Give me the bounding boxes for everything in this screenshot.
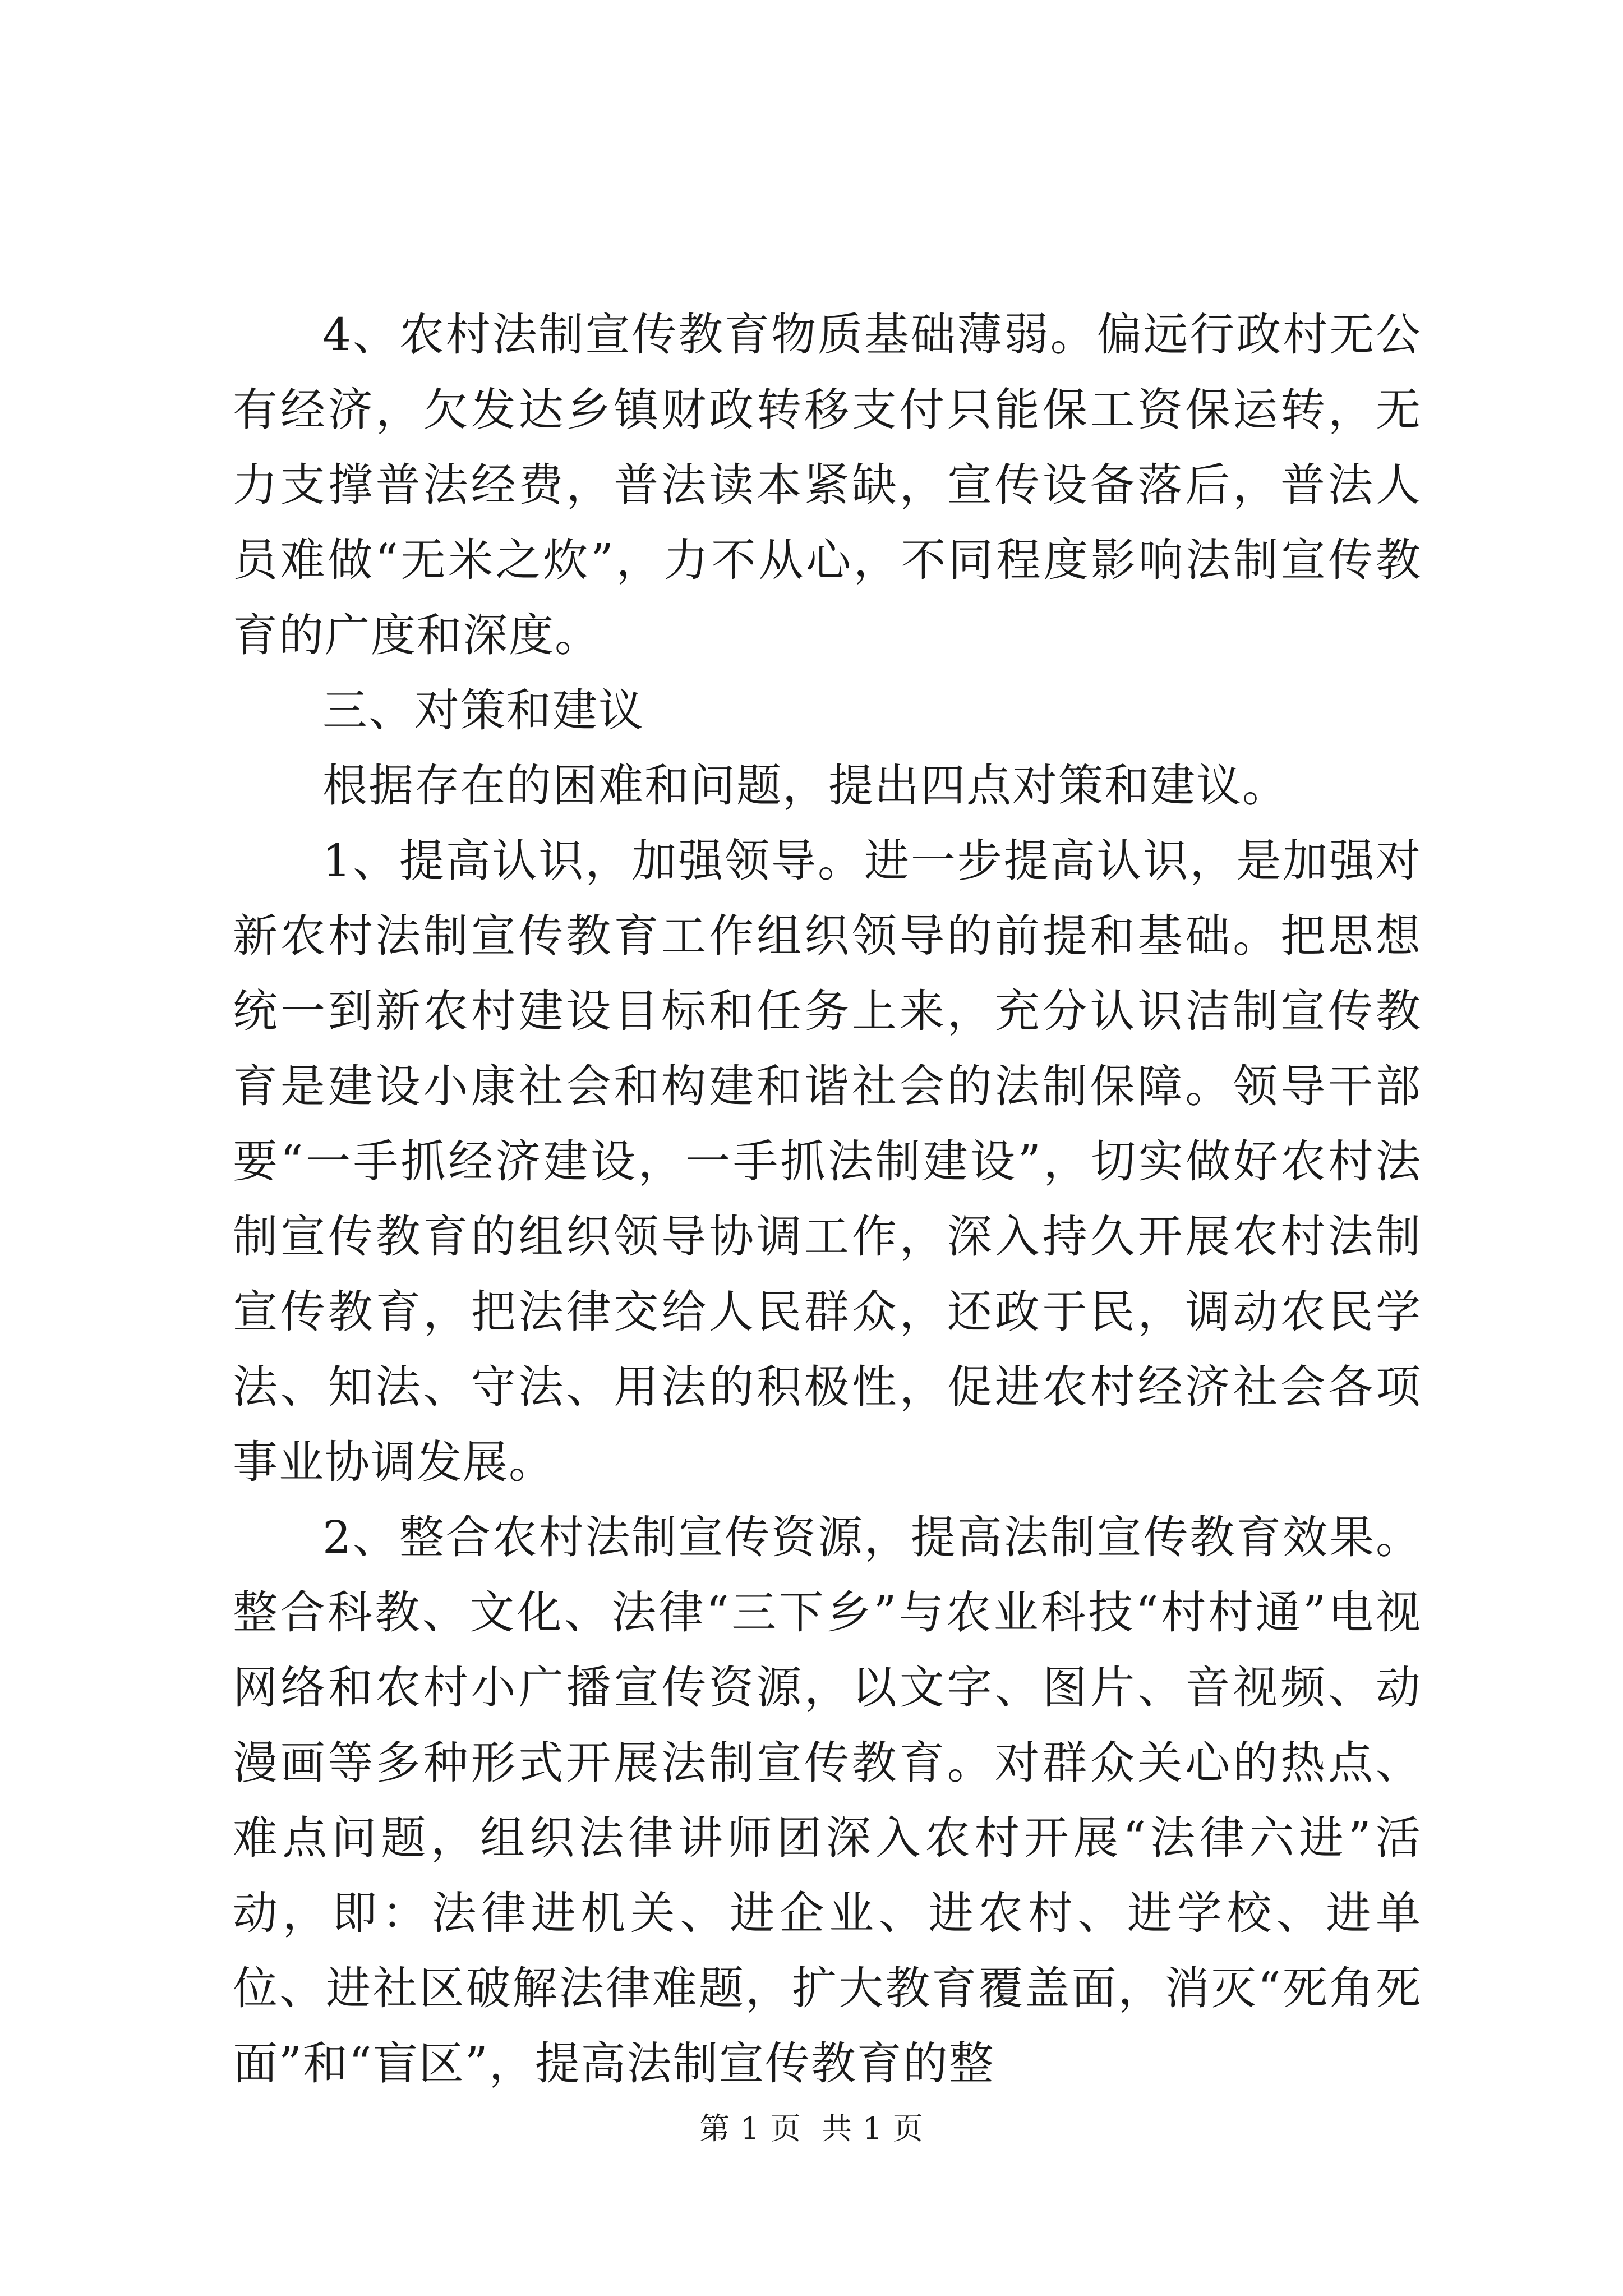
section-heading-countermeasures: 三、对策和建议 xyxy=(322,684,644,737)
document-body xyxy=(233,297,1422,2101)
page-footer xyxy=(0,2109,1623,2148)
paragraph-intro-suggestions: 根据存在的困难和问题，提出四点对策和建议。 xyxy=(322,760,1288,812)
page-number-label: 第 1 页 共 1 页 xyxy=(699,2111,924,2146)
paragraph-item-4-material-basis: 4、农村法制宣传教育物质基础薄弱。偏远行政村无公有经济，欠发达乡镇财政转移支付只能保工资保运转，无力支撑普法经费，普法读本紧缺，宣传设备落后，普法人员难做“无米之炊”，力不从心，不同程度影响法制宣传教育的广度和深度。 xyxy=(233,309,1422,661)
paragraph-suggestion-2: 2、整合农村法制宣传资源，提高法制宣传教育效果。整合科教、文化、法律“三下乡”与农业科技“村村通”电视网络和农村小广播宣传资源，以文字、图片、音视频、动漫画等多种形式开展法制宣传教育。对群众关心的热点、难点问题，组织法律讲师团深入农村开展“法律六进”活动，即：法律进机关、进企业、进农村、进学校、进单位、进社区破解法律难题，扩大教育覆盖面，消灭“死角死面”和“盲区”，提高法制宣传教育的整 xyxy=(233,1511,1422,2090)
paragraph-suggestion-1: 1、提高认识，加强领导。进一步提高认识，是加强对新农村法制宣传教育工作组织领导的前提和基础。把思想统一到新农村建设目标和任务上来，充分认识洁制宣传教育是建设小康社会和构建和谐社会的法制保障。领导干部要“一手抓经济建设，一手抓法制建设”，切实做好农村法制宣传教育的组织领导协调工作，深入持久开展农村法制宣传教育，把法律交给人民群众，还政于民，调动农民学法、知法、守法、用法的积极性，促进农村经济社会各项事业协调发展。 xyxy=(233,835,1422,1488)
